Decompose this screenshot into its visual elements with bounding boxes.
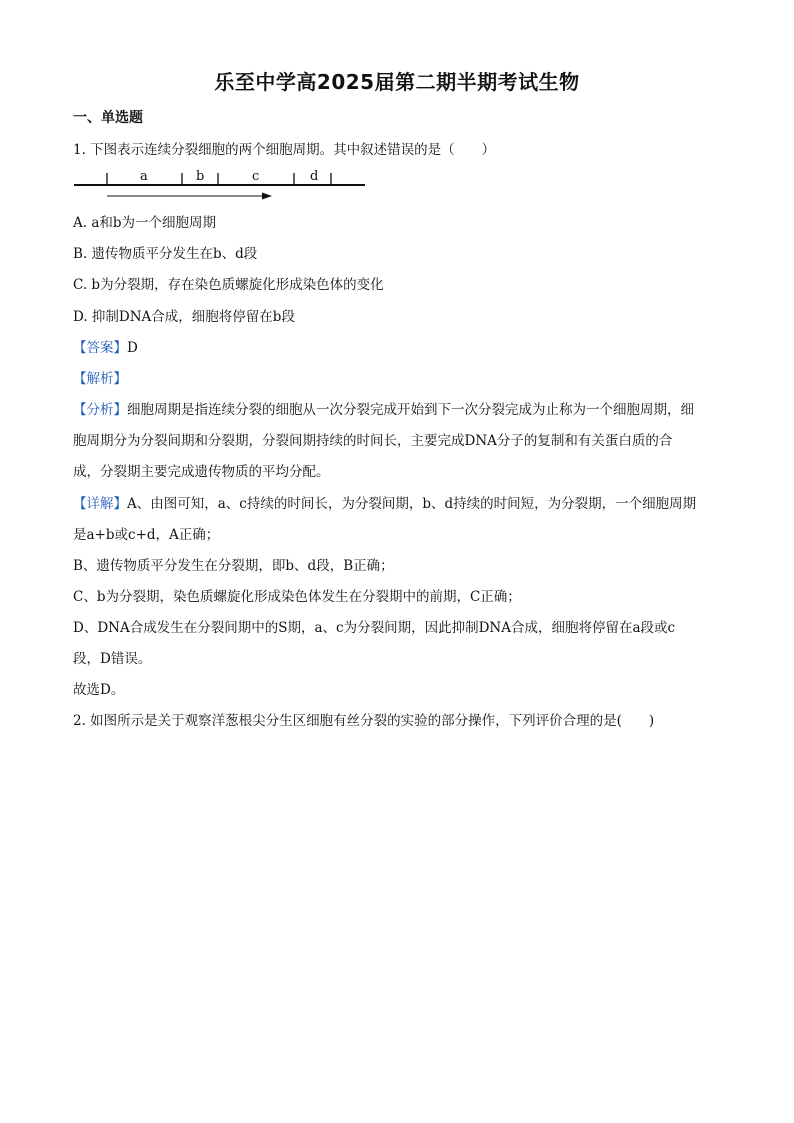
xiangjie-tag: 【详解】: [73, 496, 127, 512]
xiangjie-line-4: C、b为分裂期，染色质螺旋化形成染色体发生在分裂期中的前期，C正确；: [73, 589, 521, 605]
answer-line: [73, 338, 138, 358]
fenxi-line-3: 成，分裂期主要完成遗传物质的平均分配。: [73, 464, 330, 480]
xiangjie-line-6: 段，D错误。: [73, 651, 152, 667]
cell-cycle-diagram: [70, 164, 370, 204]
segment-label-a: a: [140, 169, 148, 184]
fenxi-line-2: 胞周期分为分裂间期和分裂期，分裂间期持续的时间长，主要完成DNA分子的复制和有关蛋白质的合: [73, 433, 673, 449]
fenxi-tag: 【分析】: [73, 402, 127, 418]
segment-label-b: b: [196, 169, 205, 184]
answer-tag: 【答案】: [73, 340, 127, 356]
option-c: C. b为分裂期，存在染色质螺旋化形成染色体的变化: [73, 277, 384, 293]
direction-arrow-head: [262, 193, 272, 200]
fenxi-text-1: 细胞周期是指连续分裂的细胞从一次分裂完成开始到下一次分裂完成为止称为一个细胞周期，细: [127, 402, 694, 418]
option-a: A. a和b为一个细胞周期: [73, 215, 217, 231]
xiangjie-line-5: D、DNA合成发生在分裂间期中的S期，a、c为分裂间期，因此抑制DNA合成，细胞将停留在a段或c: [73, 620, 676, 636]
page-title: 乐至中学高2025届第二期半期考试生物: [214, 70, 580, 94]
xiangjie-line-2: 是a+b或c+d，A正确；: [73, 527, 220, 543]
question-2-stem: 2. 如图所示是关于观察洋葱根尖分生区细胞有丝分裂的实验的部分操作，下列评价合理的是( ): [73, 713, 655, 729]
segment-label-d: d: [310, 169, 319, 184]
xiangjie-text-1: A、由图可知，a、c持续的时间长，为分裂间期，b、d持续的时间短，为分裂期，一个细胞周期: [127, 496, 697, 512]
section-heading: 一、单选题: [73, 110, 143, 126]
option-d: D. 抑制DNA合成，细胞将停留在b段: [73, 309, 295, 325]
question-1-stem: 1. 下图表示连续分裂细胞的两个细胞周期。其中叙述错误的是（ ）: [73, 142, 496, 158]
xiangjie-line-7: 故选D。: [73, 682, 125, 698]
answer-value: D: [127, 340, 138, 356]
option-b: B. 遗传物质平分发生在b、d段: [73, 246, 258, 262]
segment-label-c: c: [252, 169, 260, 184]
analysis-tag: 【解析】: [73, 371, 127, 387]
xiangjie-line-1: [73, 494, 696, 514]
xiangjie-line-3: B、遗传物质平分发生在分裂期，即b、d段，B正确；: [73, 558, 394, 574]
fenxi-line-1: [73, 400, 694, 420]
